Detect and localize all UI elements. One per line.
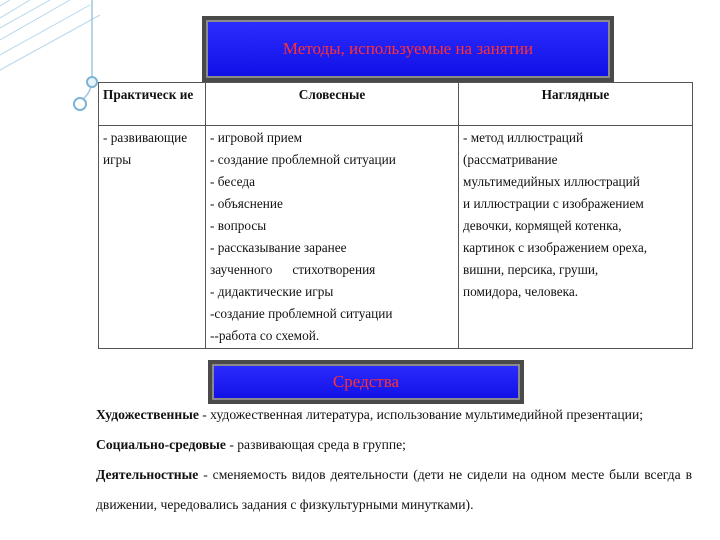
- list-item: - вопросы: [210, 218, 267, 233]
- means-text: - сменяемость видов деятельности (дети не сидели на одном месте были всегда в движении, чередовались задания с физкультурными минутками).: [96, 467, 692, 512]
- decorative-circle-small: [74, 98, 86, 110]
- means-paragraph: [96, 430, 692, 460]
- list-item: --работа со схемой.: [210, 328, 320, 343]
- means-text: - развивающая среда в группе;: [225, 437, 406, 452]
- cell-visual: - метод иллюстраций (рассматривание мультимедийных иллюстраций и иллюстрации с изображением девочки, кормящей котенка, картинок с изображением ореха, вишни, персика, груши, помидора, человека.: [459, 126, 693, 349]
- decorative-circle-large: [87, 77, 97, 87]
- list-item: - создание проблемной ситуации: [210, 152, 396, 167]
- means-section: [96, 400, 692, 520]
- header-verbal: Словесные: [206, 83, 459, 126]
- means-title: Средства: [332, 372, 400, 391]
- list-item: - рассказывание заранее: [210, 240, 347, 255]
- list-item: - беседа: [210, 174, 256, 189]
- header-visual: Наглядные: [459, 83, 693, 126]
- means-paragraph: [96, 400, 692, 430]
- cell-verbal: [206, 126, 459, 349]
- cell-practical: - развивающие игры: [99, 126, 206, 349]
- list-item: заученного стихотворения: [210, 262, 376, 277]
- means-term: Деятельностные: [96, 467, 199, 482]
- means-term: Художественные: [96, 407, 199, 422]
- list-item: - игровой прием: [210, 130, 303, 145]
- means-term: Социально-средовые: [96, 437, 226, 452]
- means-paragraph: [96, 460, 692, 520]
- list-item: -создание проблемной ситуации: [210, 306, 393, 321]
- table-header-row: [99, 83, 693, 126]
- header-practical: Практическ ие: [99, 83, 206, 126]
- table-row: [99, 126, 693, 349]
- list-item: - объяснение: [210, 196, 283, 211]
- methods-title-banner: [202, 16, 614, 82]
- methods-title: Методы, используемые на занятии: [282, 39, 534, 58]
- methods-table: [98, 82, 693, 349]
- means-title-banner: [208, 360, 524, 404]
- means-text: - художественная литература, использование мультимедийной презентации;: [198, 407, 644, 422]
- list-item: - дидактические игры: [210, 284, 334, 299]
